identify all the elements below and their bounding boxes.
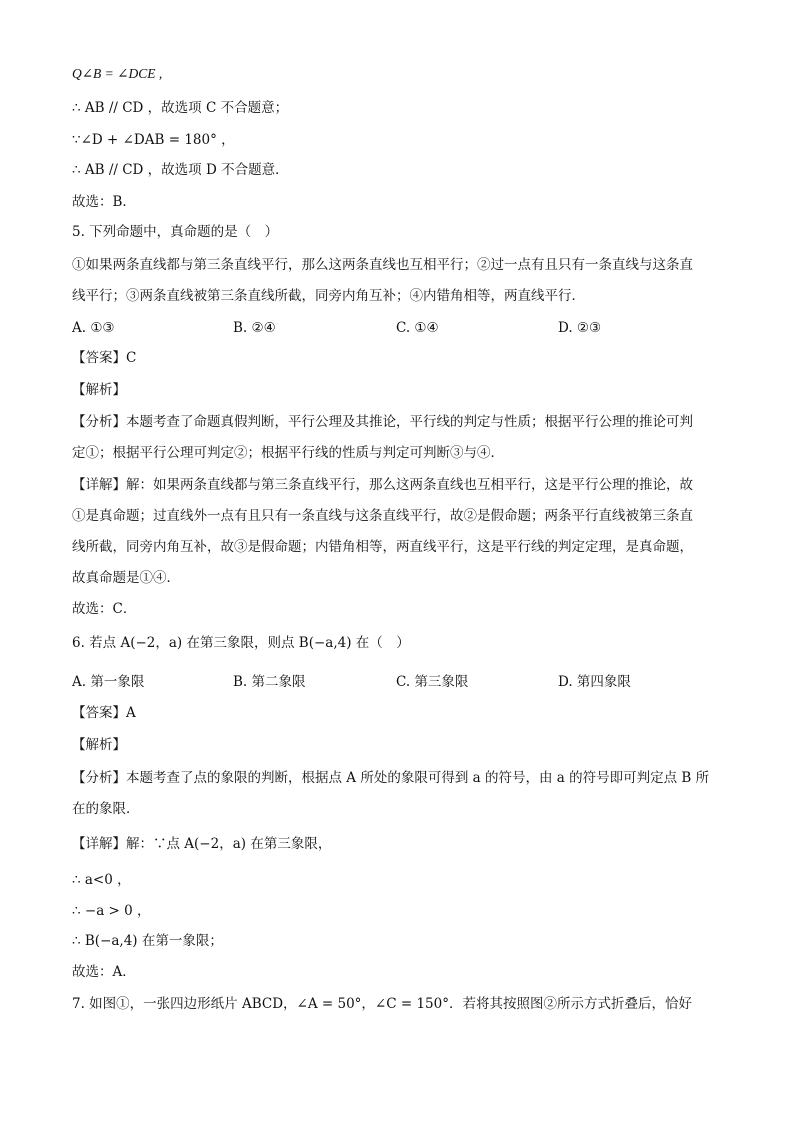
q5-option-b: B. ②④ (233, 320, 276, 336)
question-5-text-a: ①如果两条直线都与第三条直线平行，那么这两条直线也互相平行；②过一点有且只有一条直线与这条直 (72, 257, 693, 273)
q5-option-c: C. ①④ (396, 320, 439, 336)
analysis-heading-6: 【解析】 (72, 737, 126, 753)
q6-option-d: D. 第四象限 (558, 674, 631, 690)
q6-option-b: B. 第二象限 (233, 674, 306, 690)
question-7: 7. 如图①，一张四边形纸片 ABCD，∠A = 50°，∠C = 150°．若将其按照图②所示方式折叠后，恰好 (72, 996, 692, 1012)
q5-option-d: D. ②③ (558, 320, 602, 336)
detail-5-a: 【详解】解：如果两条直线都与第三条直线平行，那么这两条直线也互相平行，这是平行公理的推论，故 (72, 477, 693, 493)
line-1: Q∠B = ∠DCE , (72, 66, 163, 81)
q6-option-c: C. 第三象限 (396, 674, 469, 690)
question-6: 6. 若点 A(−2，a) 在第三象限，则点 B(−a,4) 在（ ） (72, 635, 410, 651)
analysis-5-b: 定①；根据平行公理可判定②；根据平行线的性质与判定可判断③与④． (72, 445, 504, 461)
q6-option-a: A. 第一象限 (72, 674, 145, 690)
line-3: ∵∠D + ∠DAB = 180° ， (72, 132, 235, 148)
detail-5-c: 线所截，同旁内角互补，故③是假命题；内错角相等，两直线平行，这是平行线的判定定理，是真命题， (72, 539, 693, 555)
step-1: ∴ a<0 ， (72, 872, 131, 888)
line-4: ∴ AB // CD ，故选项 D 不合题意． (72, 162, 289, 178)
step-3: ∴ B(−a,4) 在第一象限； (72, 933, 223, 949)
detail-5-d: 故真命题是①④． (72, 570, 180, 586)
analysis-5-a: 【分析】本题考查了命题真假判断，平行公理及其推论，平行线的判定与性质；根据平行公理的推论可判 (72, 414, 693, 430)
choice-6: 故选：A． (72, 964, 136, 980)
line-2: ∴ AB // CD ，故选项 C 不合题意； (72, 100, 289, 116)
question-5-text-b: 线平行；③两条直线被第三条直线所截，同旁内角互补；④内错角相等，两直线平行． (72, 288, 585, 304)
line-5: 故选：B． (72, 194, 136, 210)
answer-6: 【答案】A (72, 705, 136, 721)
analysis-heading-5: 【解析】 (72, 382, 126, 398)
choice-5: 故选：C． (72, 601, 137, 617)
analysis-6-b: 在的象限． (72, 801, 140, 817)
step-2: ∴ −a > 0 ， (72, 903, 151, 919)
q5-option-a: A. ①③ (72, 320, 115, 336)
answer-5: 【答案】C (72, 350, 137, 366)
detail-6: 【详解】解：∵点 A(−2，a) 在第三象限， (72, 836, 332, 852)
detail-5-b: ①是真命题；过直线外一点有且只有一条直线与这条直线平行，故②是假命题；两条平行直线被第三条直 (72, 508, 693, 524)
question-5: 5. 下列命题中，真命题的是（ ） (72, 224, 279, 240)
analysis-6-a: 【分析】本题考查了点的象限的判断，根据点 A 所处的象限可得到 a 的符号，由 a 的符号即可判定点 B 所 (72, 770, 710, 786)
